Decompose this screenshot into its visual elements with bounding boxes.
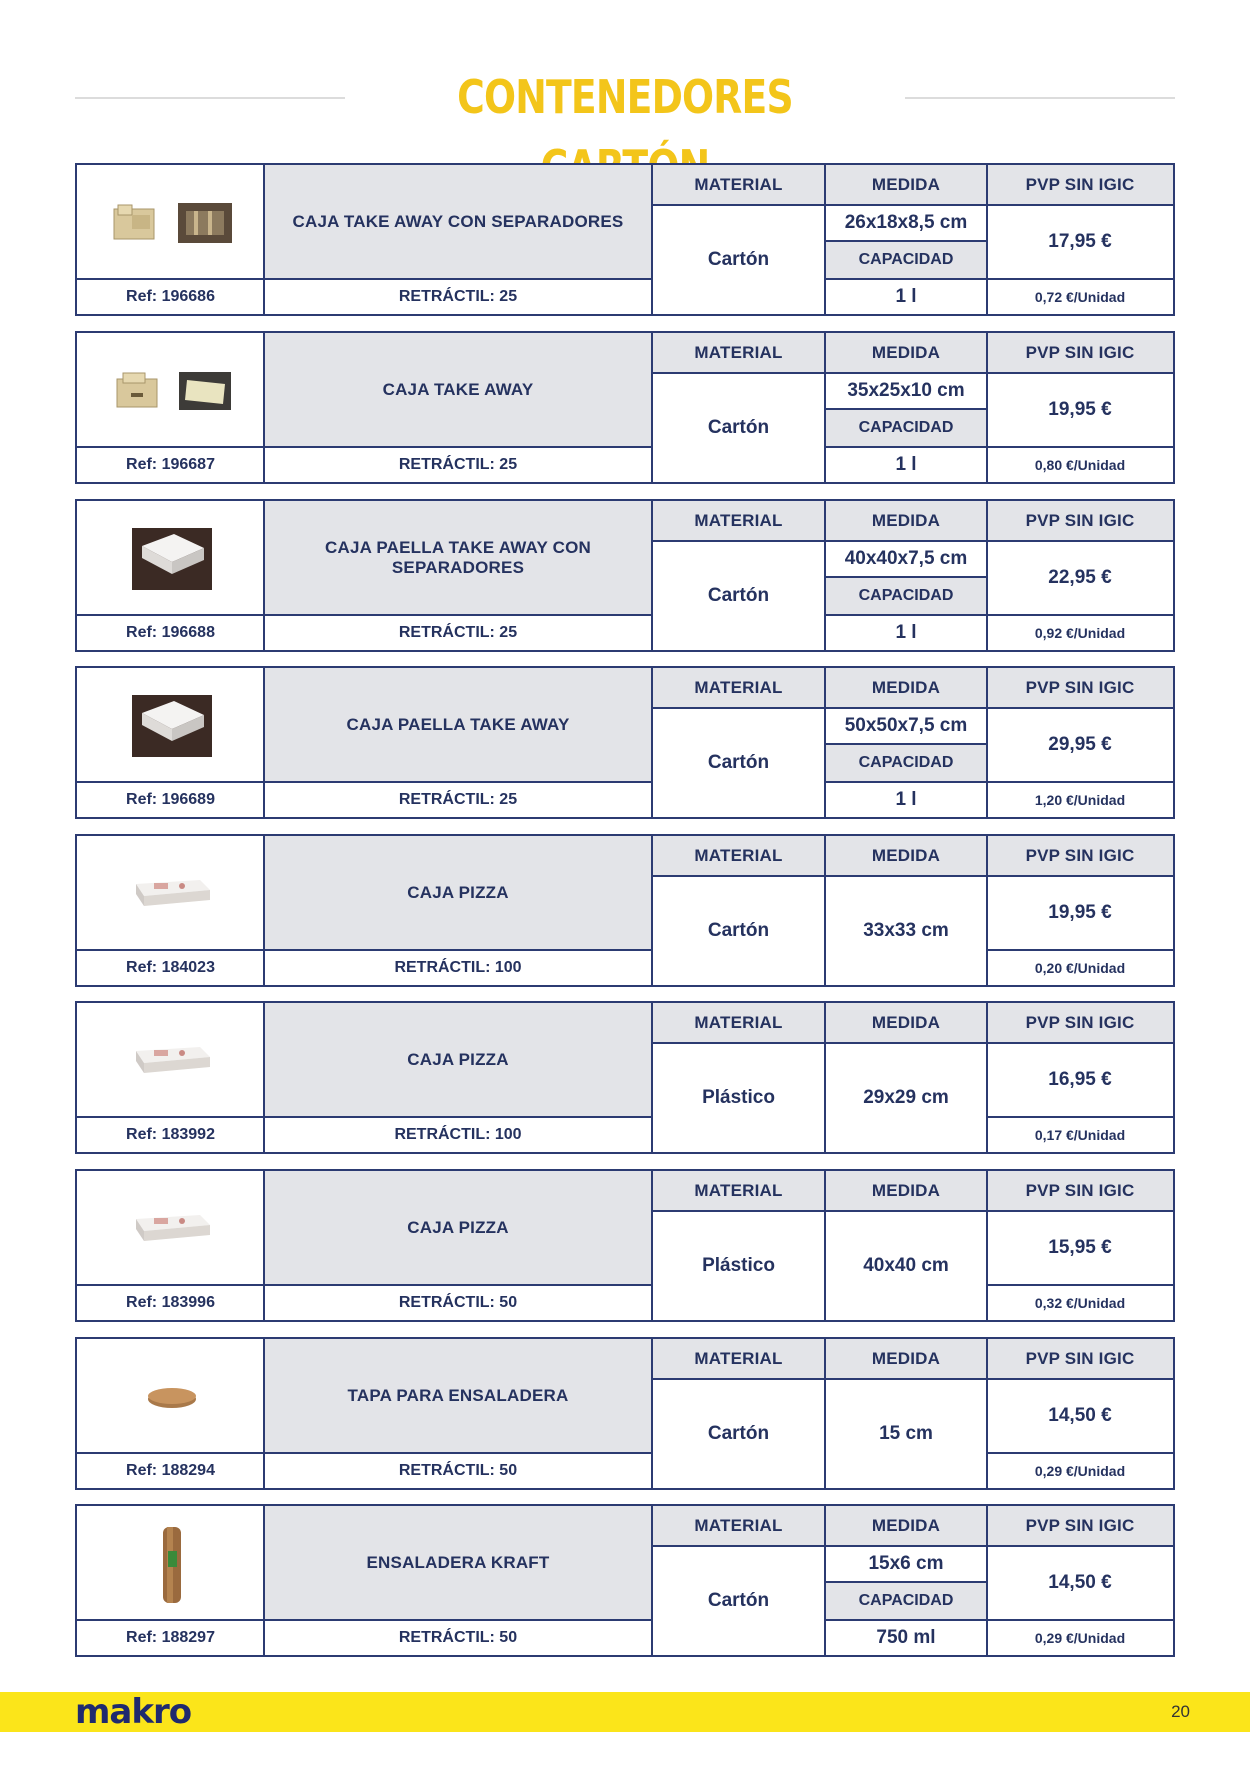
product-card	[75, 499, 1175, 652]
column-divider	[263, 165, 265, 314]
column-divider	[263, 333, 265, 482]
makro-logo: makro	[75, 1692, 192, 1732]
capacidad-value: 1 l	[895, 621, 917, 643]
material-header: MATERIAL	[652, 1506, 825, 1546]
medida-header: MEDIDA	[825, 836, 987, 876]
row-divider	[987, 1452, 1173, 1454]
medida-value: 40x40x7,5 cm	[844, 548, 968, 569]
material-value: Cartón	[707, 751, 770, 773]
reference-code: Ref: 196687	[126, 455, 215, 473]
column-divider	[986, 1003, 988, 1152]
material-value: Cartón	[707, 248, 770, 270]
column-divider	[263, 1339, 265, 1488]
row-divider	[652, 1545, 1173, 1547]
row-divider	[77, 1452, 652, 1454]
product-card	[75, 1504, 1175, 1657]
material-header: MATERIAL	[652, 1171, 825, 1211]
pvp-header: PVP SIN IGIC	[987, 836, 1173, 876]
row-divider	[825, 408, 987, 410]
row-divider	[987, 1619, 1173, 1621]
page-header	[75, 62, 1175, 132]
capacidad-header: CAPACIDAD	[825, 409, 987, 447]
capacidad-value: 750 ml	[876, 1626, 936, 1648]
pack-size: RETRÁCTIL: 25	[398, 790, 518, 808]
row-divider	[77, 1116, 652, 1118]
medida-value: 50x50x7,5 cm	[844, 715, 968, 736]
pvp-header: PVP SIN IGIC	[987, 501, 1173, 541]
row-divider	[825, 1619, 987, 1621]
material-header: MATERIAL	[652, 501, 825, 541]
pack-size: RETRÁCTIL: 25	[398, 455, 518, 473]
material-header: MATERIAL	[652, 1339, 825, 1379]
column-divider	[263, 1003, 265, 1152]
product-image	[79, 1173, 264, 1285]
column-divider	[986, 1171, 988, 1320]
medida-value: 15 cm	[879, 1422, 933, 1444]
pvp-header: PVP SIN IGIC	[987, 1339, 1173, 1379]
product-image	[79, 503, 264, 615]
row-divider	[77, 278, 652, 280]
medida-value: 26x18x8,5 cm	[844, 212, 968, 233]
row-divider	[652, 707, 1173, 709]
row-divider	[652, 1210, 1173, 1212]
unit-price: 0,80 €/Unidad	[1034, 456, 1126, 473]
row-divider	[987, 949, 1173, 951]
column-divider	[986, 836, 988, 985]
material-value: Plástico	[702, 1086, 775, 1108]
product-image	[79, 1508, 264, 1620]
row-divider	[77, 1284, 652, 1286]
capacidad-header: CAPACIDAD	[825, 577, 987, 615]
capacidad-value: 1 l	[895, 788, 917, 810]
column-divider	[824, 1003, 826, 1152]
product-name: CAJA PIZZA	[264, 1171, 652, 1285]
row-divider	[77, 949, 652, 951]
medida-header: MEDIDA	[825, 1339, 987, 1379]
column-divider	[651, 836, 653, 985]
material-header: MATERIAL	[652, 1003, 825, 1043]
medida-value: 35x25x10 cm	[847, 380, 965, 401]
material-header: MATERIAL	[652, 333, 825, 373]
row-divider	[825, 743, 987, 745]
material-header: MATERIAL	[652, 836, 825, 876]
row-divider	[987, 1284, 1173, 1286]
title-divider-left	[75, 97, 345, 99]
medida-header: MEDIDA	[825, 333, 987, 373]
row-divider	[825, 781, 987, 783]
price-value: 17,95 €	[1048, 231, 1112, 252]
row-divider	[652, 372, 1173, 374]
material-value: Cartón	[707, 416, 770, 438]
price-value: 14,50 €	[1048, 1572, 1112, 1593]
product-card	[75, 163, 1175, 316]
column-divider	[824, 836, 826, 985]
column-divider	[651, 501, 653, 650]
pack-size: RETRÁCTIL: 25	[398, 287, 518, 305]
product-card	[75, 666, 1175, 819]
capacidad-header: CAPACIDAD	[825, 744, 987, 782]
column-divider	[651, 1003, 653, 1152]
unit-price: 0,72 €/Unidad	[1034, 288, 1126, 305]
product-card	[75, 331, 1175, 484]
product-image	[79, 167, 264, 279]
column-divider	[824, 1339, 826, 1488]
product-image	[79, 670, 264, 782]
product-name: CAJA PIZZA	[264, 1003, 652, 1117]
column-divider	[651, 1171, 653, 1320]
material-value: Cartón	[707, 919, 770, 941]
row-divider	[987, 1116, 1173, 1118]
price-value: 19,95 €	[1048, 399, 1112, 420]
column-divider	[986, 1339, 988, 1488]
price-value: 16,95 €	[1048, 1069, 1112, 1090]
row-divider	[652, 1042, 1173, 1044]
material-header: MATERIAL	[652, 165, 825, 205]
medida-value: 33x33 cm	[863, 919, 949, 941]
capacidad-value: 1 l	[895, 453, 917, 475]
row-divider	[77, 781, 652, 783]
column-divider	[651, 1506, 653, 1655]
product-name: CAJA PAELLA TAKE AWAY	[264, 668, 652, 782]
medida-header: MEDIDA	[825, 501, 987, 541]
medida-header: MEDIDA	[825, 1003, 987, 1043]
product-name: CAJA PIZZA	[264, 836, 652, 950]
unit-price: 0,92 €/Unidad	[1034, 624, 1126, 641]
row-divider	[987, 781, 1173, 783]
row-divider	[652, 540, 1173, 542]
product-image	[79, 335, 264, 447]
column-divider	[651, 165, 653, 314]
product-name: TAPA PARA ENSALADERA	[264, 1339, 652, 1453]
unit-price: 0,20 €/Unidad	[1034, 959, 1126, 976]
row-divider	[825, 446, 987, 448]
material-value: Cartón	[707, 1422, 770, 1444]
price-value: 15,95 €	[1048, 1237, 1112, 1258]
pack-size: RETRÁCTIL: 25	[398, 623, 518, 641]
pack-size: RETRÁCTIL: 100	[394, 958, 522, 976]
row-divider	[825, 240, 987, 242]
material-value: Plástico	[702, 1254, 775, 1276]
column-divider	[263, 1171, 265, 1320]
pack-size: RETRÁCTIL: 50	[398, 1628, 518, 1646]
price-value: 22,95 €	[1048, 567, 1112, 588]
medida-value: 15x6 cm	[868, 1553, 944, 1574]
column-divider	[263, 668, 265, 817]
medida-header: MEDIDA	[825, 668, 987, 708]
reference-code: Ref: 183992	[126, 1125, 215, 1143]
unit-price: 0,29 €/Unidad	[1034, 1629, 1126, 1646]
pvp-header: PVP SIN IGIC	[987, 165, 1173, 205]
row-divider	[77, 1619, 652, 1621]
row-divider	[987, 446, 1173, 448]
row-divider	[652, 1378, 1173, 1380]
product-name: CAJA TAKE AWAY	[264, 333, 652, 447]
pvp-header: PVP SIN IGIC	[987, 668, 1173, 708]
reference-code: Ref: 196688	[126, 623, 215, 641]
product-image	[79, 1005, 264, 1117]
medida-value: 29x29 cm	[863, 1086, 949, 1108]
capacidad-value: 1 l	[895, 285, 917, 307]
product-name: ENSALADERA KRAFT	[264, 1506, 652, 1620]
reference-code: Ref: 184023	[126, 958, 215, 976]
pack-size: RETRÁCTIL: 50	[398, 1461, 518, 1479]
product-card	[75, 834, 1175, 987]
row-divider	[987, 278, 1173, 280]
medida-header: MEDIDA	[825, 1171, 987, 1211]
column-divider	[263, 1506, 265, 1655]
reference-code: Ref: 188297	[126, 1628, 215, 1646]
row-divider	[825, 1581, 987, 1583]
row-divider	[77, 446, 652, 448]
medida-value: 40x40 cm	[863, 1254, 949, 1276]
product-card	[75, 1337, 1175, 1490]
price-value: 14,50 €	[1048, 1405, 1112, 1426]
pvp-header: PVP SIN IGIC	[987, 1506, 1173, 1546]
pvp-header: PVP SIN IGIC	[987, 1171, 1173, 1211]
pvp-header: PVP SIN IGIC	[987, 333, 1173, 373]
page-number: 20	[1171, 1702, 1190, 1721]
column-divider	[651, 668, 653, 817]
unit-price: 0,32 €/Unidad	[1034, 1294, 1126, 1311]
capacidad-header: CAPACIDAD	[825, 1582, 987, 1620]
title-divider-right	[905, 97, 1175, 99]
row-divider	[987, 614, 1173, 616]
capacidad-header: CAPACIDAD	[825, 241, 987, 279]
column-divider	[824, 1171, 826, 1320]
page-title: CONTENEDORES	[457, 70, 793, 124]
pack-size: RETRÁCTIL: 50	[398, 1293, 518, 1311]
unit-price: 0,17 €/Unidad	[1034, 1126, 1126, 1143]
medida-header: MEDIDA	[825, 1506, 987, 1546]
row-divider	[652, 875, 1173, 877]
product-card	[75, 1001, 1175, 1154]
product-card	[75, 1169, 1175, 1322]
pack-size: RETRÁCTIL: 100	[394, 1125, 522, 1143]
row-divider	[825, 576, 987, 578]
product-image	[79, 1341, 264, 1453]
row-divider	[825, 614, 987, 616]
row-divider	[652, 204, 1173, 206]
column-divider	[263, 501, 265, 650]
row-divider	[825, 278, 987, 280]
material-value: Cartón	[707, 584, 770, 606]
column-divider	[263, 836, 265, 985]
price-value: 19,95 €	[1048, 902, 1112, 923]
pvp-header: PVP SIN IGIC	[987, 1003, 1173, 1043]
product-name: CAJA PAELLA TAKE AWAY CON SEPARADORES	[264, 501, 652, 615]
reference-code: Ref: 188294	[126, 1461, 215, 1479]
product-image	[79, 838, 264, 950]
unit-price: 0,29 €/Unidad	[1034, 1462, 1126, 1479]
column-divider	[651, 1339, 653, 1488]
material-header: MATERIAL	[652, 668, 825, 708]
product-name: CAJA TAKE AWAY CON SEPARADORES	[264, 165, 652, 279]
row-divider	[77, 614, 652, 616]
reference-code: Ref: 196689	[126, 790, 215, 808]
price-value: 29,95 €	[1048, 734, 1112, 755]
reference-code: Ref: 183996	[126, 1293, 215, 1311]
medida-header: MEDIDA	[825, 165, 987, 205]
material-value: Cartón	[707, 1589, 770, 1611]
column-divider	[651, 333, 653, 482]
reference-code: Ref: 196686	[126, 287, 215, 305]
unit-price: 1,20 €/Unidad	[1034, 791, 1126, 808]
